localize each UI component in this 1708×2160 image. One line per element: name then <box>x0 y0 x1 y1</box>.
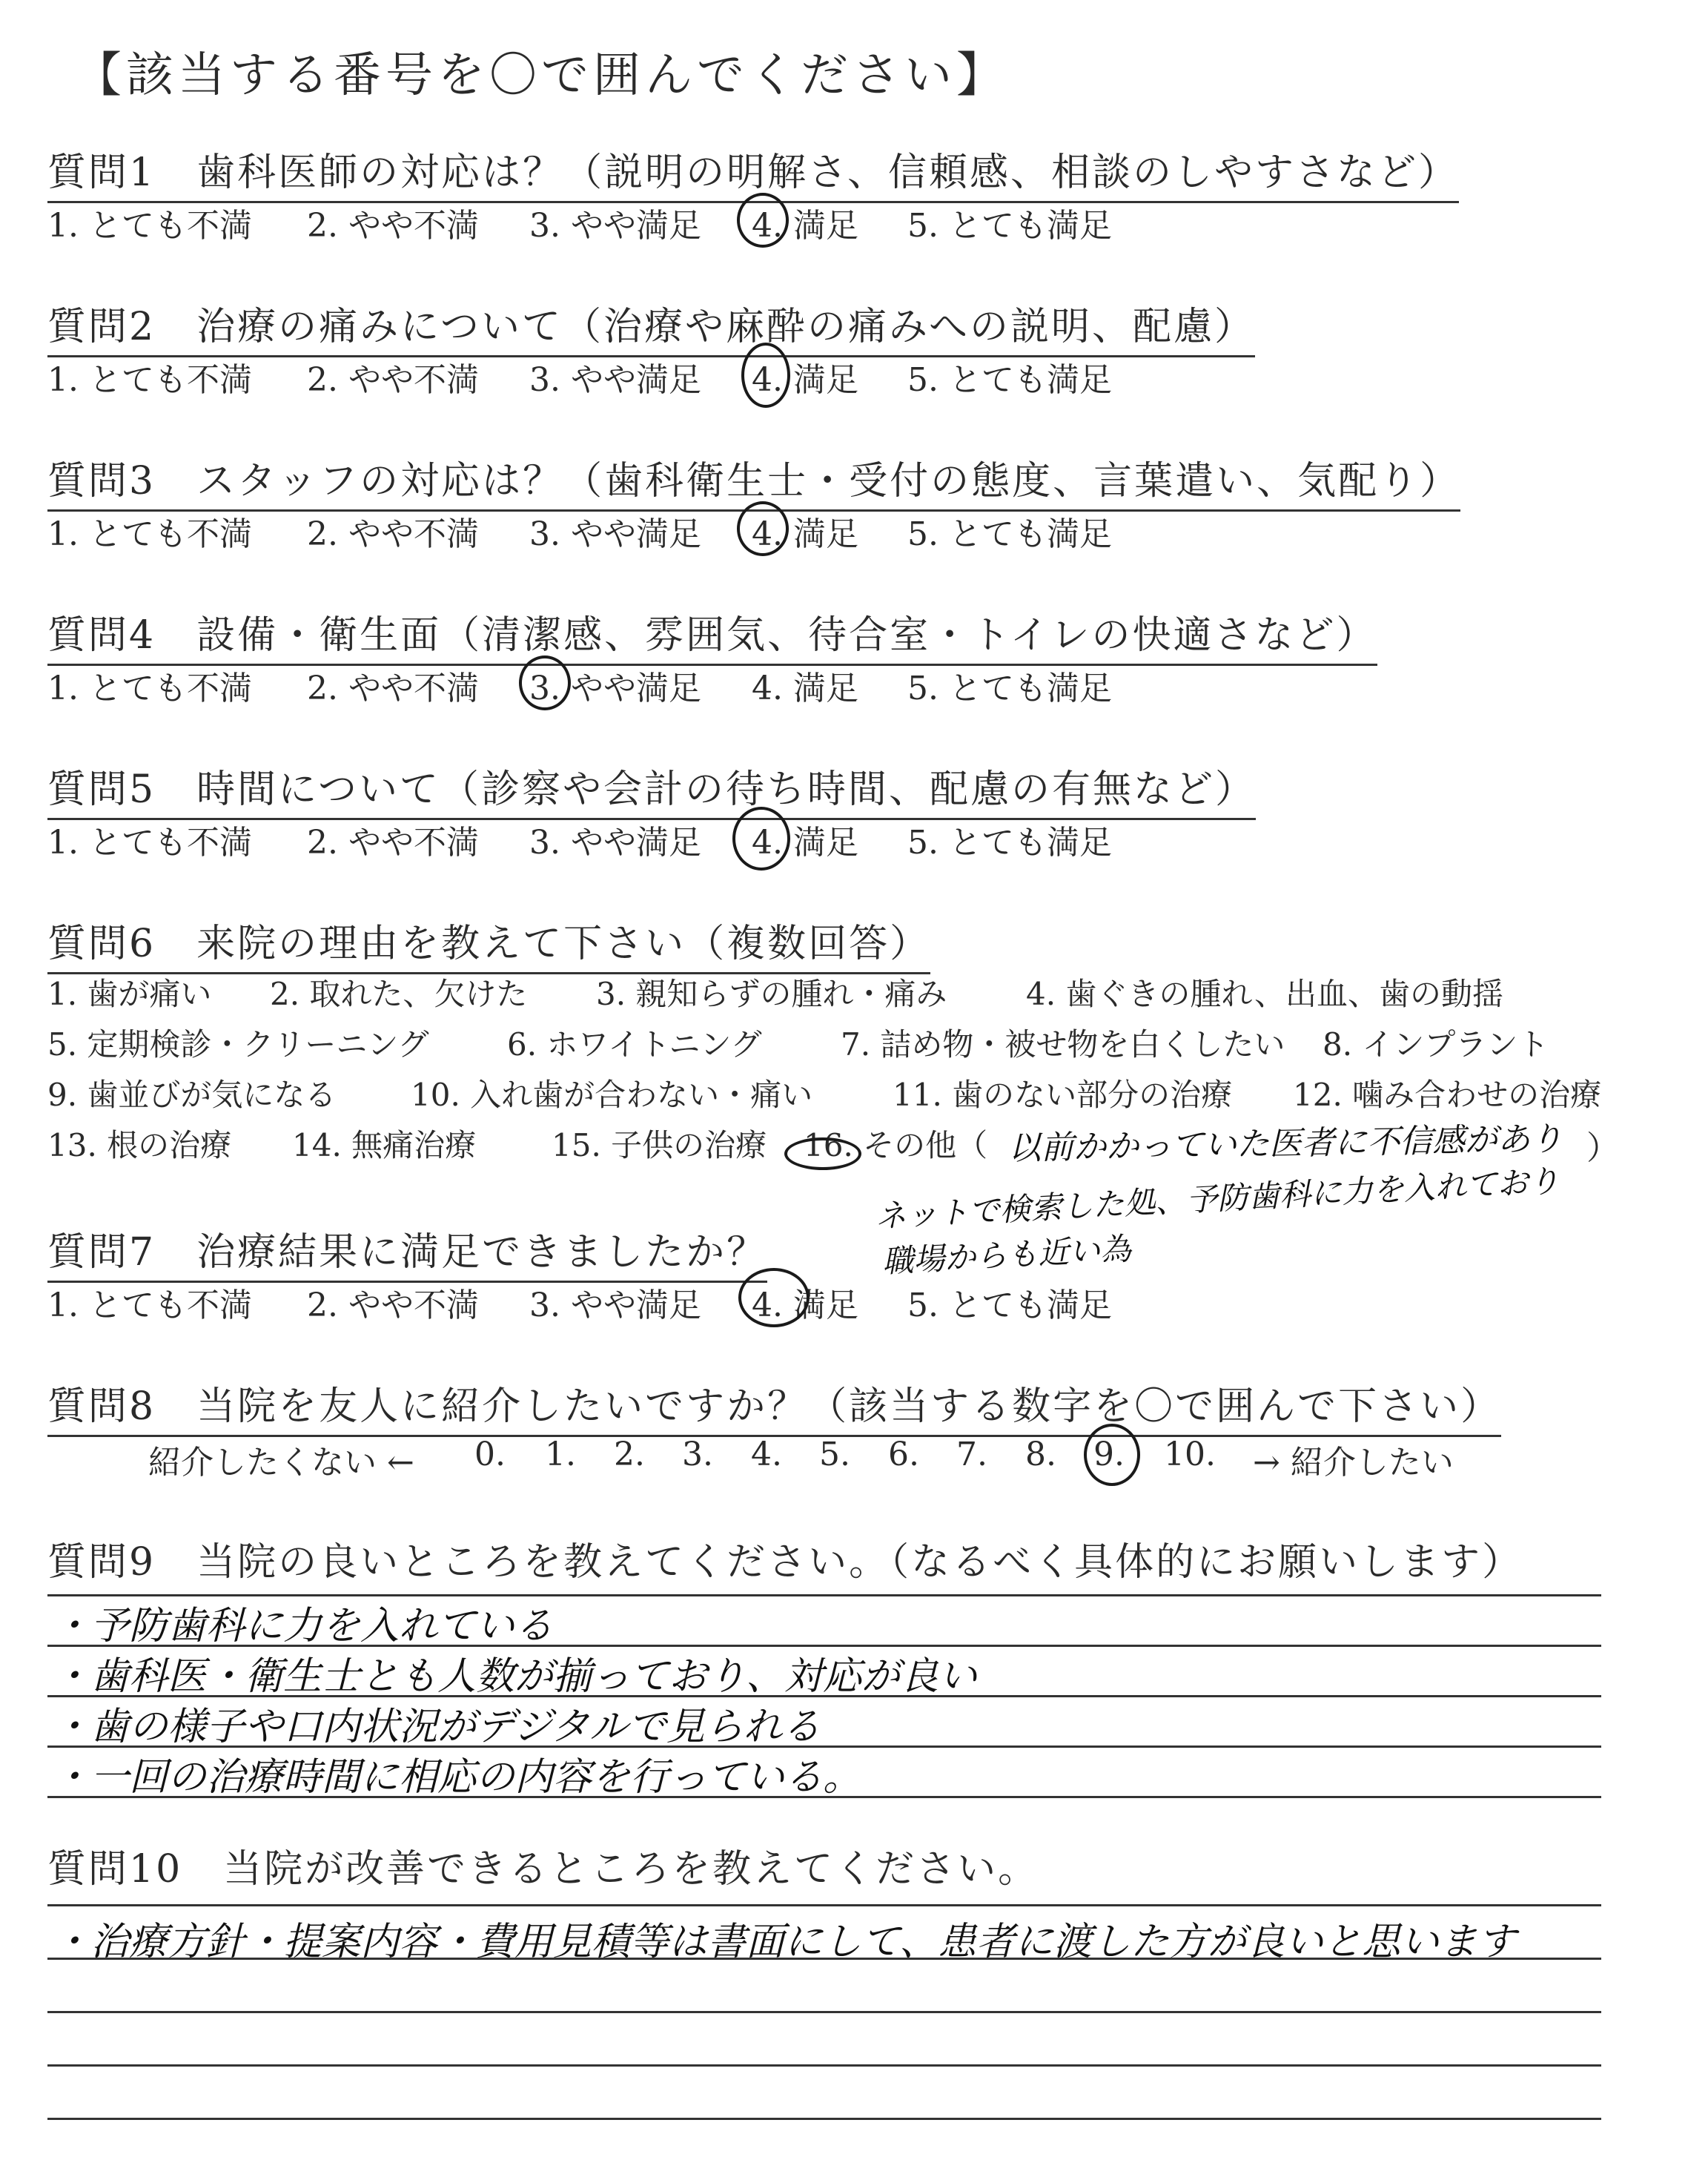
q1-option-4[interactable]: 4. 満足 <box>752 207 858 245</box>
q9-answer-2[interactable]: ・歯科医・衛生士とも人数が揃っており、対応が良い <box>52 1654 978 1699</box>
q8-scale-2[interactable]: 2. <box>614 1436 645 1473</box>
q6-option-6[interactable]: 6. ホワイトニング <box>507 1026 762 1063</box>
q1-option-2[interactable]: 2. やや不満 <box>307 207 479 245</box>
q2-option-3[interactable]: 3. やや満足 <box>529 361 701 399</box>
q8-scale-6[interactable]: 6. <box>888 1436 919 1473</box>
q8-scale-3[interactable]: 3. <box>682 1436 713 1473</box>
q6-option-15[interactable]: 15. 子供の治療 <box>552 1127 767 1163</box>
q8-title: 質問8 当院を友人に紹介したいですか？（該当する数字を〇で囲んで下さい） <box>47 1375 1501 1437</box>
q5-selected-circle <box>732 807 790 871</box>
q8-left-label: 紹介したくない ← <box>148 1444 414 1482</box>
q5-option-4[interactable]: 4. 満足 <box>752 824 858 862</box>
q9-answer-4[interactable]: ・一回の治療時間に相応の内容を行っている。 <box>52 1755 862 1800</box>
q5-option-3[interactable]: 3. やや満足 <box>529 824 701 862</box>
page-header: 【該当する番号を〇で囲んでください】 <box>74 48 1008 103</box>
q7-option-4[interactable]: 4. 満足 <box>752 1287 858 1324</box>
q4-option-4[interactable]: 4. 満足 <box>752 670 858 707</box>
q6-option-3[interactable]: 3. 親知らずの腫れ・痛み <box>596 976 947 1012</box>
q8-scale-5[interactable]: 5. <box>819 1436 850 1473</box>
q3-title: 質問3 スタッフの対応は？（歯科衛生士・受付の態度、言葉遣い、気配り） <box>47 449 1460 512</box>
q2-option-2[interactable]: 2. やや不満 <box>307 361 479 399</box>
q6-option-11[interactable]: 11. 歯のない部分の治療 <box>893 1077 1233 1113</box>
q3-option-3[interactable]: 3. やや満足 <box>529 515 701 553</box>
q10-answer-line-4 <box>47 2064 1601 2067</box>
q7-option-2[interactable]: 2. やや不満 <box>307 1287 479 1324</box>
q3-option-4[interactable]: 4. 満足 <box>752 515 858 553</box>
q3-option-5[interactable]: 5. とても満足 <box>907 515 1112 553</box>
q8-scale-7[interactable]: 7. <box>956 1436 987 1473</box>
q6-other-text[interactable]: 以前かかっていた医者に不信感があり <box>1007 1120 1563 1168</box>
q8-scale-10[interactable]: 10. <box>1164 1436 1216 1473</box>
q3-option-1[interactable]: 1. とても不満 <box>47 515 252 553</box>
q7-option-5[interactable]: 5. とても満足 <box>907 1287 1112 1324</box>
q6-other-text-3[interactable]: 職場からも近い為 <box>881 1230 1133 1280</box>
q6-option-16-circle <box>784 1137 861 1170</box>
q10-answer-line-5 <box>47 2118 1601 2120</box>
q6-other-close-paren: ） <box>1586 1129 1619 1167</box>
q9-answer-1[interactable]: ・予防歯科に力を入れている <box>52 1604 554 1648</box>
q6-option-12[interactable]: 12. 噛み合わせの治療 <box>1293 1077 1602 1113</box>
q4-title: 質問4 設備・衛生面（清潔感、雰囲気、待合室・トイレの快適さなど） <box>47 604 1377 666</box>
q2-option-1[interactable]: 1. とても不満 <box>47 361 252 399</box>
q9-answer-3[interactable]: ・歯の様子や口内状況がデジタルで見られる <box>52 1705 821 1749</box>
q4-option-2[interactable]: 2. やや不満 <box>307 670 479 707</box>
q1-option-1[interactable]: 1. とても不満 <box>47 207 252 245</box>
q5-option-1[interactable]: 1. とても不満 <box>47 824 252 862</box>
q9-title: 質問9 当院の良いところを教えてください。（なるべく具体的にお願いします） <box>47 1540 1523 1585</box>
q6-option-5[interactable]: 5. 定期検診・クリーニング <box>47 1026 429 1063</box>
q6-option-9[interactable]: 9. 歯並びが気になる <box>47 1077 337 1113</box>
q2-title: 質問2 治療の痛みについて（治療や麻酔の痛みへの説明、配慮） <box>47 295 1255 357</box>
q10-title: 質問10 当院が改善できるところを教えてください。 <box>47 1847 1039 1892</box>
q8-scale-0[interactable]: 0. <box>474 1436 506 1473</box>
q8-scale-9[interactable]: 9. <box>1093 1436 1125 1473</box>
q8-scale-4[interactable]: 4. <box>751 1436 782 1473</box>
q4-option-5[interactable]: 5. とても満足 <box>907 670 1112 707</box>
q1-option-5[interactable]: 5. とても満足 <box>907 207 1112 245</box>
q6-option-13[interactable]: 13. 根の治療 <box>47 1127 232 1163</box>
q3-option-2[interactable]: 2. やや不満 <box>307 515 479 553</box>
q6-option-1[interactable]: 1. 歯が痛い <box>47 976 212 1012</box>
q10-answer-line-1 <box>47 1904 1601 1906</box>
q10-answer-line-3 <box>47 2011 1601 2013</box>
q1-title: 質問1 歯科医師の対応は？（説明の明解さ、信頼感、相談のしやすさなど） <box>47 141 1459 203</box>
q6-option-14[interactable]: 14. 無痛治療 <box>292 1127 477 1163</box>
q4-option-3[interactable]: 3. やや満足 <box>529 670 701 707</box>
q6-option-10[interactable]: 10. 入れ歯が合わない・痛い <box>411 1077 813 1113</box>
q1-selected-circle <box>737 193 789 248</box>
q2-option-5[interactable]: 5. とても満足 <box>907 361 1112 399</box>
q2-selected-circle <box>741 343 790 408</box>
q8-scale-1[interactable]: 1. <box>545 1436 576 1473</box>
q7-option-1[interactable]: 1. とても不満 <box>47 1287 252 1324</box>
q1-option-3[interactable]: 3. やや満足 <box>529 207 701 245</box>
q6-option-2[interactable]: 2. 取れた、欠けた <box>270 976 528 1012</box>
q7-option-3[interactable]: 3. やや満足 <box>529 1287 701 1324</box>
q2-option-4[interactable]: 4. 満足 <box>752 361 858 399</box>
q10-answer-1[interactable]: ・治療方針・提案内容・費用見積等は書面にして、患者に渡した方が良いと思います <box>52 1920 1516 1964</box>
q7-title: 質問7 治療結果に満足できましたか？ <box>47 1221 767 1283</box>
q6-option-16[interactable]: 16. その他（ <box>804 1127 988 1163</box>
q5-title: 質問5 時間について（診察や会計の待ち時間、配慮の有無など） <box>47 758 1256 820</box>
q6-option-7[interactable]: 7. 詰め物・被せ物を白くしたい <box>841 1026 1285 1063</box>
q6-option-4[interactable]: 4. 歯ぐきの腫れ、出血、歯の動揺 <box>1026 976 1503 1012</box>
q8-scale-8[interactable]: 8. <box>1025 1436 1056 1473</box>
q3-selected-circle <box>737 501 789 556</box>
q4-selected-circle <box>519 655 571 710</box>
q6-other-text-2[interactable]: ネットで検索した処、予防歯科に力を入れており <box>874 1162 1560 1235</box>
q8-right-label: → 紹介したい <box>1253 1444 1454 1482</box>
q4-option-1[interactable]: 1. とても不満 <box>47 670 252 707</box>
q6-option-8[interactable]: 8. インプラント <box>1323 1026 1549 1063</box>
q8-selected-circle <box>1084 1424 1140 1486</box>
q5-option-5[interactable]: 5. とても満足 <box>907 824 1112 862</box>
q6-title: 質問6 来院の理由を教えて下さい（複数回答） <box>47 912 930 974</box>
q5-option-2[interactable]: 2. やや不満 <box>307 824 479 862</box>
q7-selected-circle <box>738 1268 810 1327</box>
